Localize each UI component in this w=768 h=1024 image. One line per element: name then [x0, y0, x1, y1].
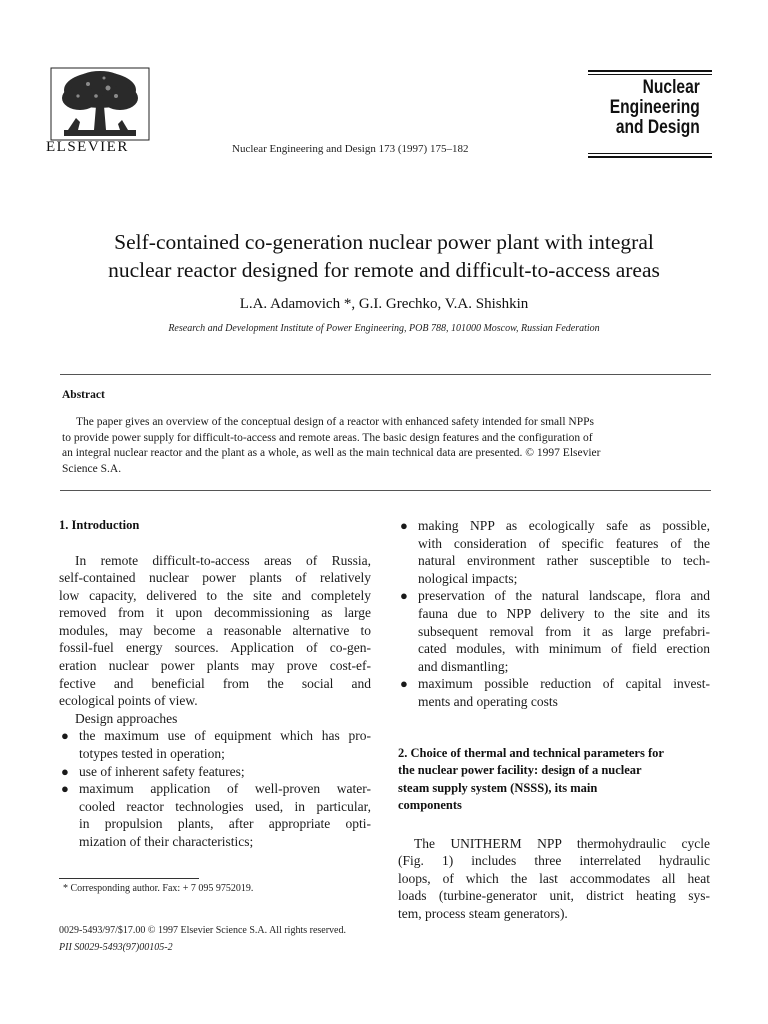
body-line: loops, of which the last accommodates all heat [398, 870, 710, 886]
copyright-notice [59, 922, 346, 956]
bullet-icon: ● [61, 728, 69, 744]
body-line: The UNITHERM NPP thermohydraulic cycle [414, 835, 710, 851]
tree-logo-icon [50, 66, 150, 142]
section-heading-choice-of-parameters: 2. Choice of thermal and technical parameters for the nuclear power facility: design of a nuclear steam supply system (NSSS), its main components [398, 745, 664, 813]
body-line: eration nuclear power plants may prove cost-ef- [59, 658, 371, 674]
list-item: ● making NPP as ecologically safe as possible, with consideration of specific features of the natural environment rather susceptible to tech- nological impacts; [400, 518, 710, 586]
list-item: ● maximum application of well-proven water- cooled reactor technologies used, in particular, in propulsion plants, after appropriate opti- mization of their characteristics; [61, 781, 371, 849]
section-heading-introduction: 1. Introduction [59, 518, 140, 532]
bullet-icon: ● [400, 588, 408, 604]
divider [60, 490, 711, 491]
abstract-body [62, 415, 712, 477]
title-line: nuclear reactor designed for remote and difficult-to-access areas [108, 258, 660, 282]
body-line: modules, may become a reasonable alternative to [59, 622, 371, 638]
body-line: self-contained nuclear power plants of relatively [59, 570, 371, 586]
paper-title [40, 228, 728, 284]
abstract-line: The paper gives an overview of the conceptual design of a reactor with enhanced safety intended for small NPPs [76, 416, 594, 428]
body-line: tem, process steam generators). [398, 905, 568, 921]
left-column [59, 517, 371, 851]
body-line: fective and beneficial from the social and [59, 675, 371, 691]
abstract-line: to provide power supply for difficult-to-access and remote areas. The basic design features and the configuration of [62, 431, 593, 444]
bullet-icon: ● [61, 781, 69, 797]
journal-name-line: Nuclear [642, 77, 700, 98]
body-line: (Fig. 1) includes three interrelated hydraulic [398, 853, 710, 869]
pii-line: PII S0029-5493(97)00105-2 [59, 942, 173, 953]
abstract-line: an integral nuclear reactor and the plant as a whole, as well as the main technical data are presented. © 1997 Elsevier [62, 447, 601, 459]
abstract-heading: Abstract [62, 389, 105, 401]
copyright-line: 0029-5493/97/$17.00 © 1997 Elsevier Science S.A. All rights reserved. [59, 925, 346, 936]
right-column [398, 517, 710, 923]
design-approaches-label: Design approaches [75, 710, 178, 726]
body-line: low capacity, delivered to the site and completely [59, 587, 371, 603]
list-item: ● preservation of the natural landscape, flora and fauna due to NPP delivery to the site and its subsequent removal from it as large prefabri- cated modules, with minimum of field erection and dismantling; [400, 588, 710, 674]
journal-masthead [588, 70, 712, 158]
author-list: L.A. Adamovich *, G.I. Grechko, V.A. Shishkin [239, 296, 529, 312]
body-line: removed from it upon decommissioning as large [59, 605, 371, 621]
list-item: ● the maximum use of equipment which has pro- totypes tested in operation; [61, 728, 371, 762]
abstract-line: Science S.A. [62, 462, 122, 475]
bullet-icon: ● [400, 518, 408, 533]
publisher-name: ELSEVIER [46, 139, 129, 155]
list-item: ● use of inherent safety features; [61, 763, 245, 779]
body-line: loads (turbine-generator unit, district heating sys- [398, 888, 710, 904]
divider [60, 374, 711, 375]
journal-name-line: and Design [616, 117, 700, 138]
title-line: Self-contained co-generation nuclear power plant with integral [114, 230, 654, 254]
bullet-icon: ● [61, 763, 69, 779]
journal-name-line: Engineering [609, 97, 700, 118]
journal-citation: Nuclear Engineering and Design 173 (1997) 175–182 [232, 143, 469, 155]
corresponding-author-footnote: * Corresponding author. Fax: + 7 095 9752019. [63, 883, 254, 894]
body-line: In remote difficult-to-access areas of Russia, [75, 552, 371, 568]
footnote-divider [59, 878, 199, 879]
list-item: ● maximum possible reduction of capital invest- ments and operating costs [400, 676, 710, 709]
bullet-icon: ● [400, 676, 408, 692]
body-line: fossil-fuel energy sources. Application of co-gen- [59, 640, 371, 656]
body-line: ecological points of view. [59, 693, 198, 709]
affiliation: Research and Development Institute of Power Engineering, POB 788, 101000 Moscow, Russian Federation [168, 323, 600, 334]
